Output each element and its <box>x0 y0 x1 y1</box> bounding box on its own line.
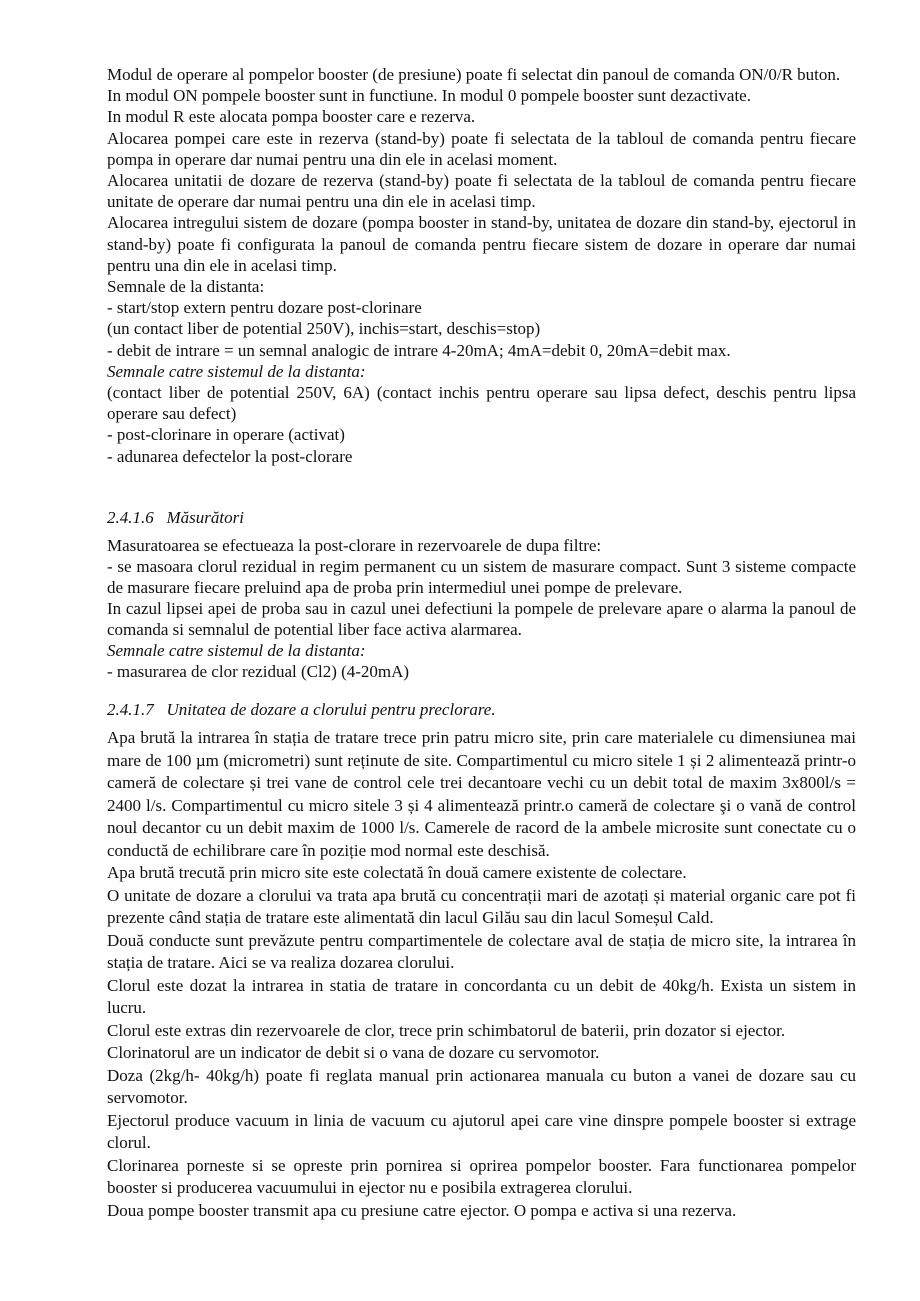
paragraph: (contact liber de potential 250V, 6A) (contact inchis pentru operare sau lipsa defect, deschis pentru lipsa operare sau defect) <box>107 383 856 424</box>
paragraph: O unitate de dozare a clorului va trata apa brută cu concentrații mari de azotați și material organic care pot fi prezente când stația de tratare este alimentată din lacul Gilău sau din lacul Someșul Cald. <box>107 885 856 927</box>
paragraph: Apa brută trecută prin micro site este colectată în două camere existente de colectare. <box>107 863 687 882</box>
section-masuratori <box>107 535 856 682</box>
paragraph: Alocarea intregului sistem de dozare (pompa booster in stand-by, unitatea de dozare din stand-by, ejectorul in stand-by) poate fi configurata la panoul de comanda pentru fiecare sistem de dozare in operare dar numai pentru una din ele in acelasi timp. <box>107 213 856 275</box>
paragraph: Doza (2kg/h- 40kg/h) poate fi reglata manual prin actionarea manuala cu buton a vanei de dozare sau cu servomotor. <box>107 1065 856 1107</box>
heading-2-4-1-6 <box>107 508 856 528</box>
section-unitatea-dozare <box>107 727 856 1222</box>
paragraph: In modul ON pompele booster sunt in functiune. In modul 0 pompele booster sunt dezactivate. <box>107 86 751 106</box>
paragraph: Semnale catre sistemul de la distanta: <box>107 641 366 660</box>
paragraph: - se masoara clorul rezidual in regim permanent cu un sistem de masurare compact. Sunt 3 sisteme compacte de masurare fiecare preluind apa de proba prin intermediul unei pompe de prelevare. <box>107 557 856 597</box>
paragraph: Clorul este extras din rezervoarele de clor, trece prin schimbatorul de baterii, prin dozator si ejector. <box>107 1020 786 1040</box>
paragraph: (un contact liber de potential 250V), inchis=start, deschis=stop) <box>107 319 541 339</box>
paragraph: Două conducte sunt prevăzute pentru compartimentele de colectare aval de stația de micro site, la intrarea în stația de tratare. Aici se va realiza dozarea clorului. <box>107 930 856 972</box>
paragraph: Ejectorul produce vacuum in linia de vacuum cu ajutorul apei care vine dinspre pompele booster si extrage clorul. <box>107 1110 856 1152</box>
paragraph: - adunarea defectelor la post-clorare <box>107 446 353 466</box>
paragraph: - masurarea de clor rezidual (Cl2) (4-20mA) <box>107 662 410 681</box>
paragraph: Apa brută la intrarea în stația de tratare trece prin patru micro site, prin care materialele cu dimensiunea mai mare de 100 µm (micrometri) sunt reținute de site. Compartimentul cu micro sitele 1 și 2 alimentează printr-o cameră de colectare și trei vane de control cele trei decantoare vechi cu un debit total de maxim 3x800l/s = 2400 l/s. Compartimentul cu micro sitele 3 și 4 alimentează printr.o cameră de colectare şi o vană de control noul decantor cu un debit maxim de 1000 l/s. Camerele de racord de la ambele microsite sunt conectate cu o conductă de echilibrare care în poziție mod normal este deschisă. <box>107 728 856 860</box>
heading-title: Unitatea de dozare a clorului pentru preclorare. <box>166 700 496 719</box>
paragraph: - post-clorinare in operare (activat) <box>107 425 345 445</box>
paragraph: Alocarea pompei care este in rezerva (stand-by) poate fi selectata de la tabloul de comanda pentru fiecare pompa in operare dar numai pentru una din ele in acelasi moment. <box>107 128 856 169</box>
paragraph: Clorul este dozat la intrarea in statia de tratare in concordanta cu un debit de 40kg/h. Exista un sistem in lucru. <box>107 975 856 1017</box>
paragraph: - debit de intrare = un semnal analogic de intrare 4-20mA; 4mA=debit 0, 20mA=debit max. <box>107 340 731 360</box>
paragraph: In modul R este alocata pompa booster care e rezerva. <box>107 107 476 127</box>
paragraph: In cazul lipsei apei de proba sau in cazul unei defectiuni la pompele de prelevare apare o alarma la panoul de comanda si semnalul de potential liber face activa alarmarea. <box>107 599 856 639</box>
heading-number: 2.4.1.6 <box>107 508 154 527</box>
paragraph: - start/stop extern pentru dozare post-clorinare <box>107 298 422 318</box>
paragraph: Semnale catre sistemul de la distanta: <box>107 361 366 381</box>
heading-number: 2.4.1.7 <box>107 700 154 719</box>
paragraph: Doua pompe booster transmit apa cu presiune catre ejector. O pompa e activa si una rezerva. <box>107 1200 737 1220</box>
paragraph: Clorinatorul are un indicator de debit si o vana de dozare cu servomotor. <box>107 1043 600 1062</box>
heading-title: Măsurători <box>166 508 244 527</box>
paragraph: Clorinarea porneste si se opreste prin pornirea si oprirea pompelor booster. Fara functionarea pompelor booster si producerea vacuumului in ejector nu e posibila extragerea clorului. <box>107 1155 856 1197</box>
heading-2-4-1-7 <box>107 700 856 720</box>
paragraph: Modul de operare al pompelor booster (de presiune) poate fi selectat din panoul de comanda ON/0/R buton. <box>107 65 841 84</box>
section-previous-content <box>107 64 856 467</box>
paragraph: Masuratoarea se efectueaza la post-clorare in rezervoarele de dupa filtre: <box>107 536 602 555</box>
paragraph: Semnale de la distanta: <box>107 277 265 297</box>
paragraph: Alocarea unitatii de dozare de rezerva (stand-by) poate fi selectata de la tabloul de comanda pentru fiecare unitate de operare dar numai pentru una din ele in acelasi timp. <box>107 171 856 212</box>
